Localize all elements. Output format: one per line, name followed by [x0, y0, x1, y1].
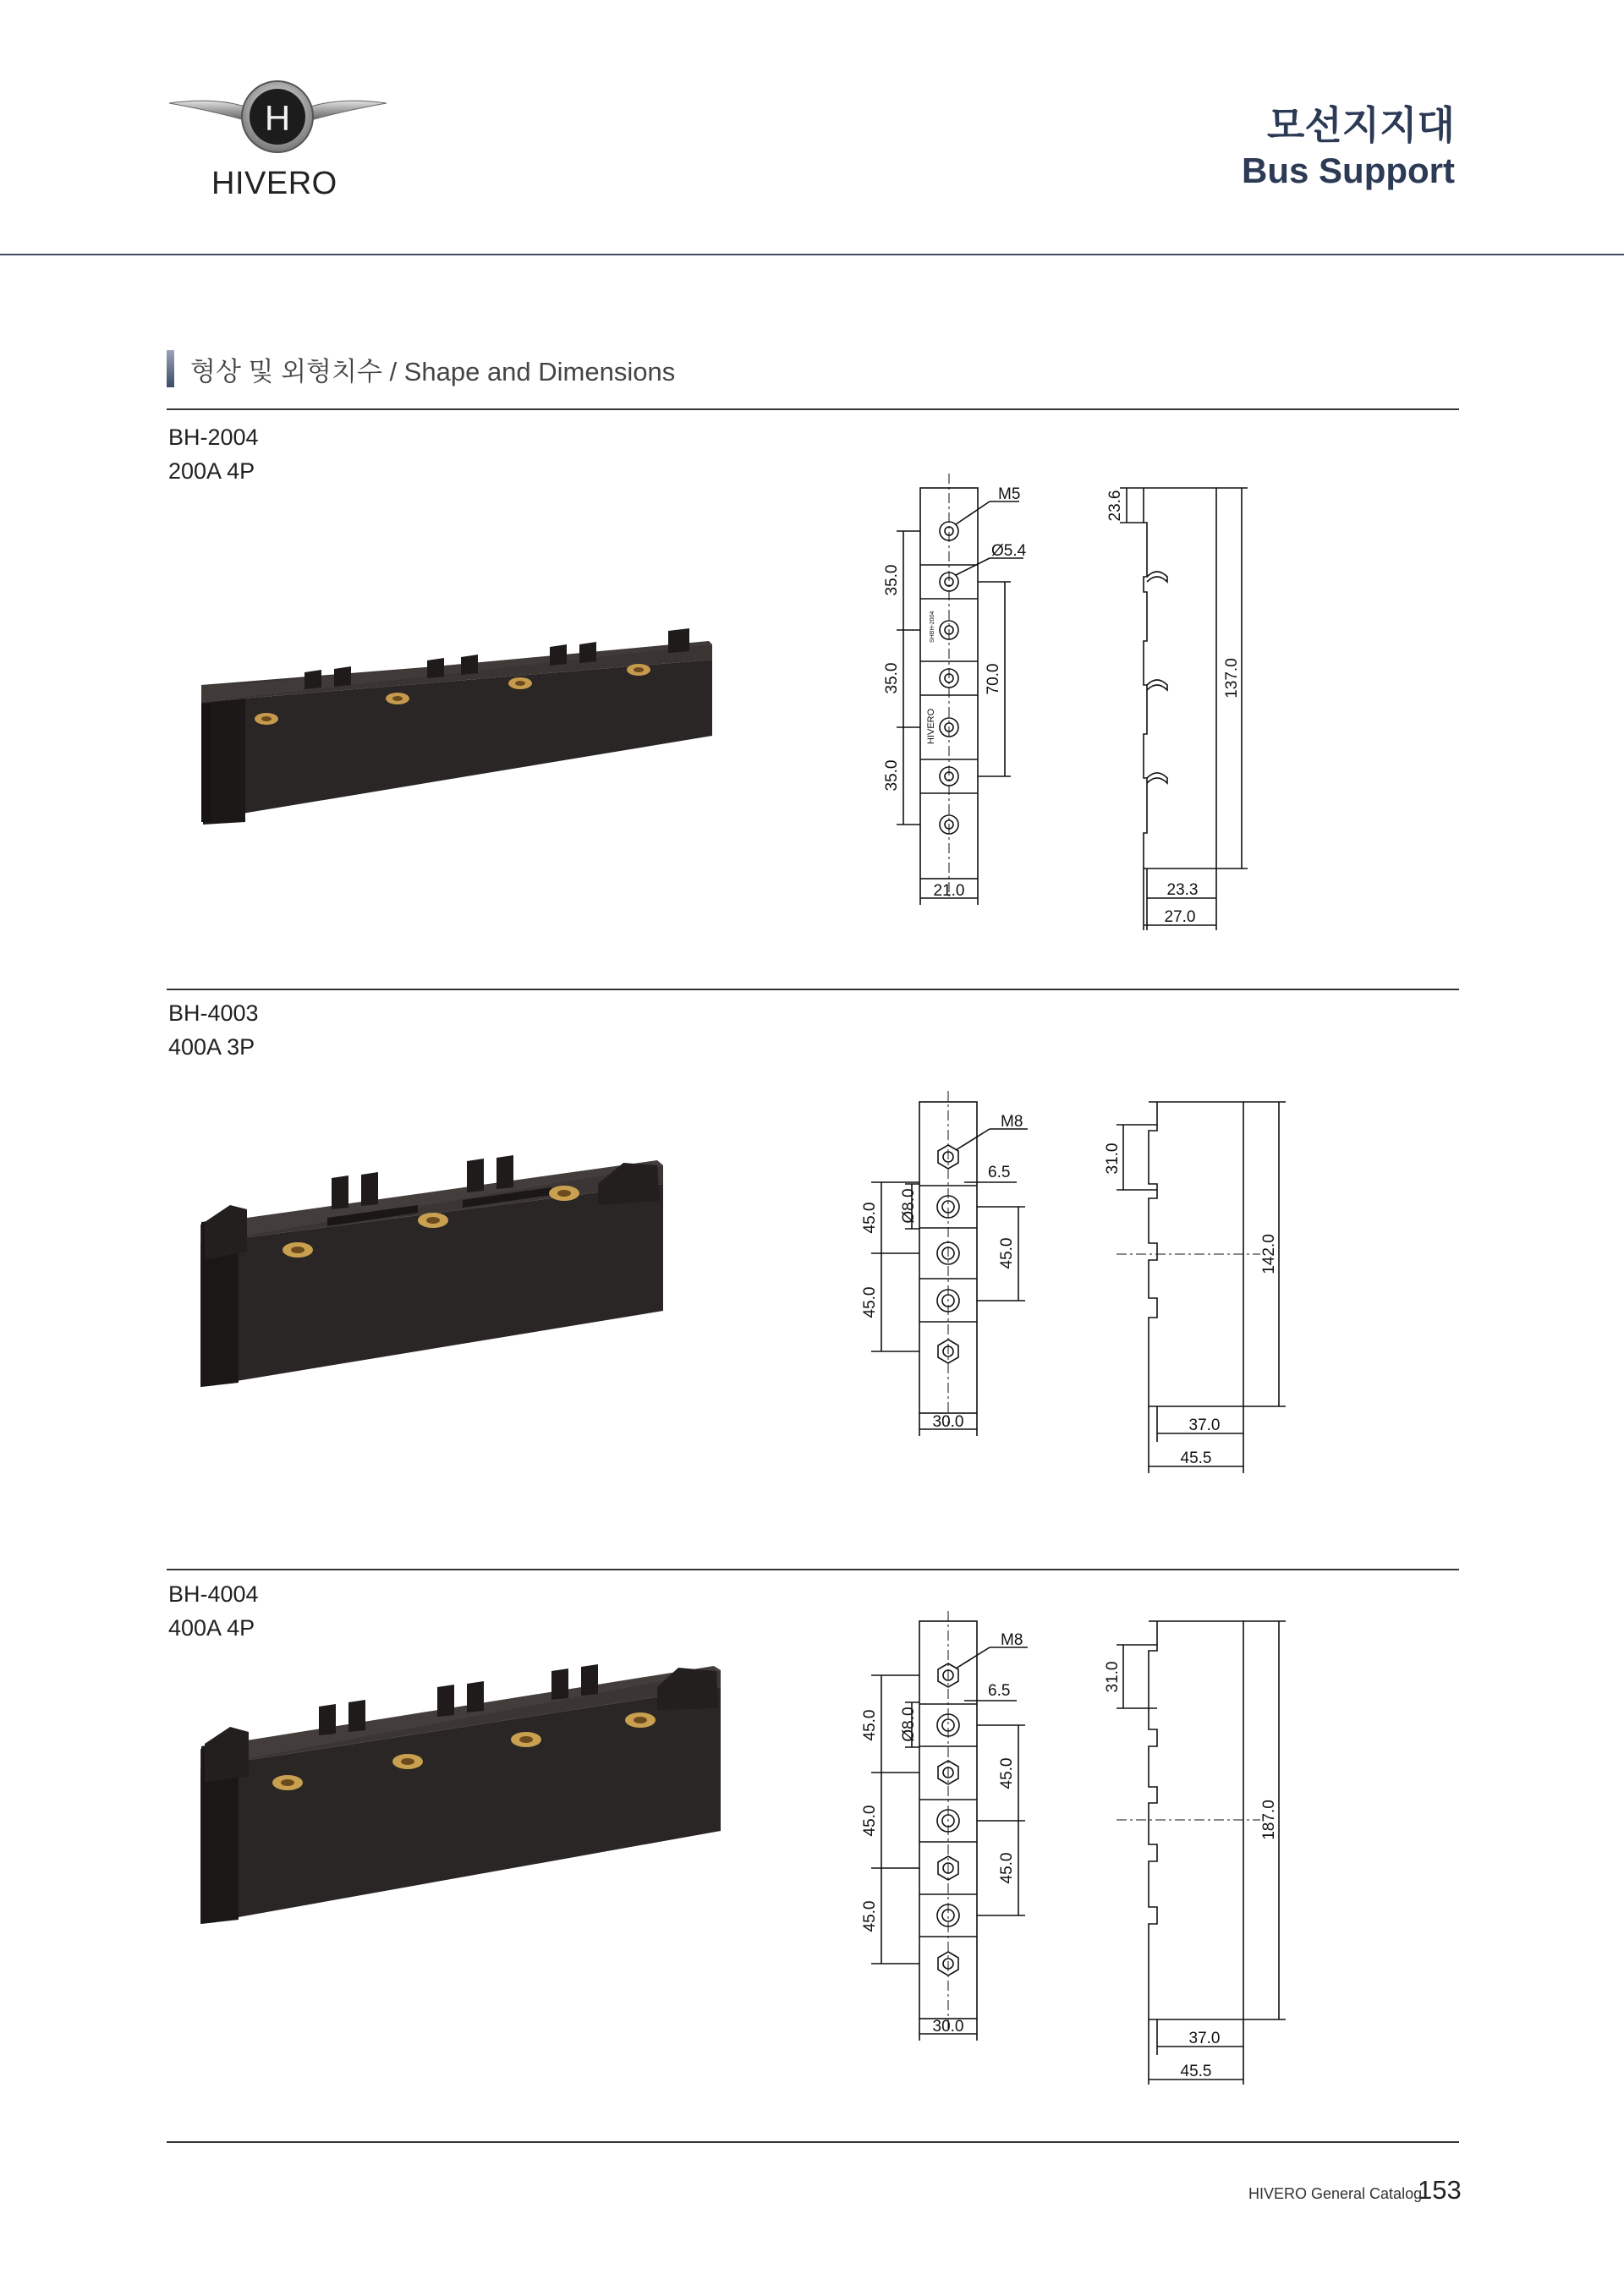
- svg-text:27.0: 27.0: [1164, 908, 1196, 926]
- header-divider: [0, 254, 1624, 255]
- page-title-ko: 모선지지대: [1266, 103, 1455, 147]
- svg-text:21.0: 21.0: [933, 882, 965, 900]
- product-rating-bh2004: 200A 4P: [168, 458, 255, 484]
- product-model-bh2004: BH-2004: [168, 425, 259, 450]
- product-photo-bh4003: [196, 1125, 670, 1408]
- svg-text:M8: M8: [1001, 1113, 1023, 1131]
- svg-text:37.0: 37.0: [1188, 1417, 1221, 1434]
- svg-text:31.0: 31.0: [1104, 1143, 1122, 1175]
- drawing-side-bh2004: [1083, 474, 1286, 951]
- svg-text:45.5: 45.5: [1180, 1449, 1212, 1467]
- section-marker: [167, 350, 174, 387]
- svg-text:SHBH-2004: SHBH-2004: [930, 611, 935, 643]
- svg-text:M8: M8: [1001, 1631, 1023, 1649]
- svg-text:45.0: 45.0: [861, 1900, 879, 1932]
- drawing-side-bh4003: [1091, 1091, 1311, 1493]
- svg-text:Ø5.4: Ø5.4: [991, 542, 1027, 560]
- page-title-en: Bus Support: [1242, 151, 1455, 190]
- svg-text:45.0: 45.0: [861, 1709, 879, 1741]
- svg-text:187.0: 187.0: [1260, 1800, 1278, 1840]
- page-number: 153: [1418, 2175, 1462, 2205]
- product-model-bh4004: BH-4004: [168, 1581, 259, 1607]
- section-title: 형상 및 외형치수 / Shape and Dimensions: [190, 357, 676, 386]
- brand-name: HIVERO: [211, 166, 337, 201]
- logo: [166, 78, 390, 162]
- svg-text:31.0: 31.0: [1104, 1661, 1122, 1693]
- product-photo-bh2004: [195, 626, 727, 850]
- svg-text:45.0: 45.0: [998, 1757, 1016, 1789]
- drawing-front-bh2004: [863, 474, 1066, 951]
- footer-divider: [167, 2141, 1459, 2143]
- logo-emblem-icon: [166, 78, 390, 162]
- svg-text:Ø8.0: Ø8.0: [900, 1188, 918, 1224]
- product-model-bh4003: BH-4003: [168, 1000, 259, 1026]
- svg-text:142.0: 142.0: [1260, 1234, 1278, 1274]
- drawing-side-bh4004: [1091, 1611, 1311, 2089]
- svg-text:H: H: [264, 98, 291, 138]
- svg-text:35.0: 35.0: [883, 662, 901, 694]
- svg-text:23.3: 23.3: [1166, 881, 1199, 899]
- product-rating-bh4003: 400A 3P: [168, 1034, 255, 1060]
- section-divider: [167, 989, 1459, 990]
- svg-text:45.5: 45.5: [1180, 2063, 1212, 2080]
- svg-text:45.0: 45.0: [861, 1286, 879, 1318]
- drawing-front-bh4004: [837, 1611, 1057, 2089]
- product-rating-bh4004: 400A 4P: [168, 1615, 255, 1641]
- svg-text:HIVERO: HIVERO: [926, 708, 936, 744]
- svg-text:45.0: 45.0: [998, 1237, 1016, 1269]
- svg-text:30.0: 30.0: [932, 1413, 964, 1431]
- svg-text:45.0: 45.0: [861, 1202, 879, 1234]
- svg-text:37.0: 37.0: [1188, 2030, 1221, 2047]
- svg-text:35.0: 35.0: [883, 564, 901, 596]
- svg-text:30.0: 30.0: [932, 2018, 964, 2036]
- svg-text:70.0: 70.0: [985, 663, 1002, 695]
- svg-text:M5: M5: [998, 485, 1021, 503]
- footer-catalog: HIVERO General Catalog: [1248, 2185, 1423, 2202]
- svg-text:Ø8.0: Ø8.0: [900, 1707, 918, 1742]
- section-divider: [167, 1569, 1459, 1570]
- svg-text:6.5: 6.5: [988, 1682, 1011, 1700]
- svg-text:23.6: 23.6: [1106, 490, 1124, 522]
- svg-text:45.0: 45.0: [998, 1852, 1016, 1884]
- svg-text:6.5: 6.5: [988, 1164, 1011, 1181]
- section-divider: [167, 408, 1459, 410]
- product-photo-bh4004: [196, 1641, 729, 1941]
- drawing-front-bh4003: [837, 1091, 1057, 1493]
- svg-text:137.0: 137.0: [1223, 658, 1241, 699]
- svg-text:35.0: 35.0: [883, 759, 901, 792]
- svg-text:45.0: 45.0: [861, 1805, 879, 1837]
